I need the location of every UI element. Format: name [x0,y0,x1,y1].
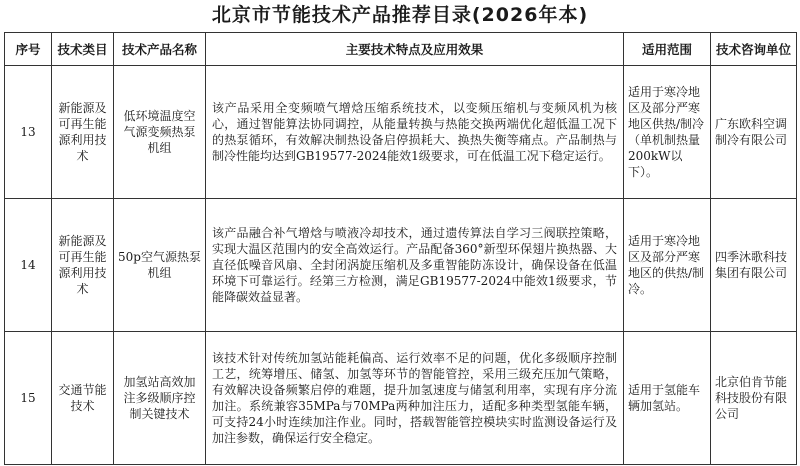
cell-no: 13 [5,66,52,199]
recommendation-table [4,32,797,465]
table-row [5,332,797,465]
cell-category: 交通节能技术 [52,332,114,465]
header-no: 序号 [5,33,52,66]
header-category: 技术类目 [52,33,114,66]
header-features: 主要技术特点及应用效果 [206,33,624,66]
table-row [5,199,797,332]
cell-category: 新能源及可再生能源利用技术 [52,66,114,199]
cell-scope: 适用于寒冷地区及部分严寒地区的供热/制冷。 [624,199,711,332]
page-title: 北京市节能技术产品推荐目录(2026年本) [211,4,589,26]
cell-scope: 适用于寒冷地区及部分严寒地区供热/制冷（单机制热量200kW以下）。 [624,66,711,199]
cell-unit: 四季沐歌科技集团有限公司 [711,199,797,332]
cell-product: 加氢站高效加注多级顺序控制关键技术 [114,332,206,465]
cell-product: 50p空气源热泵机组 [114,199,206,332]
cell-features: 该产品融合补气增焓与喷液冷却技术，通过遗传算法自学习三阀联控策略，实现大温区范围内的安全高效运行。产品配备360°新型环保翅片换热器、大直径低噪音风扇、全封闭涡旋压缩机及多重智能防冻设计，确保设备在低温环境下可靠运行。经第三方检测，满足GB19577-2024中能效1级要求，节能降碳效益显著。 [206,199,624,332]
cell-unit: 广东欧科空调制冷有限公司 [711,66,797,199]
table-row [5,66,797,199]
cell-no: 15 [5,332,52,465]
cell-features: 该技术针对传统加氢站能耗偏高、运行效率不足的问题，优化多级顺序控制工艺，统筹增压、储氢、加氢等环节的智能管控，采用三级充压加气策略，有效解决设备频繁启停的难题，提升加氢速度与储氢利用率，实现有序分流加注。系统兼容35MPa与70MPa两种加注压力，适配多种类型氢能车辆，可支持24小时连续加注作业。同时，搭载智能管控模块实时监测设备运行及加注参数，确保运行安全稳定。 [206,332,624,465]
header-scope: 适用范围 [624,33,711,66]
table-header-row [5,33,797,66]
cell-features: 该产品采用全变频喷气增焓压缩系统技术，以变频压缩机与变频风机为核心，通过智能算法协同调控，从能量转换与热能交换两端优化超低温工况下的热泵循环，有效解决制热设备启停损耗大、换热失衡等痛点。产品制热与制冷性能均达到GB19577-2024能效1级要求，可在低温工况下稳定运行。 [206,66,624,199]
header-product: 技术产品名称 [114,33,206,66]
header-unit: 技术咨询单位 [711,33,797,66]
cell-product: 低环境温度空气源变频热泵机组 [114,66,206,199]
cell-category: 新能源及可再生能源利用技术 [52,199,114,332]
cell-no: 14 [5,199,52,332]
cell-scope: 适用于氢能车辆加氢站。 [624,332,711,465]
cell-unit: 北京伯肯节能科技股份有限公司 [711,332,797,465]
